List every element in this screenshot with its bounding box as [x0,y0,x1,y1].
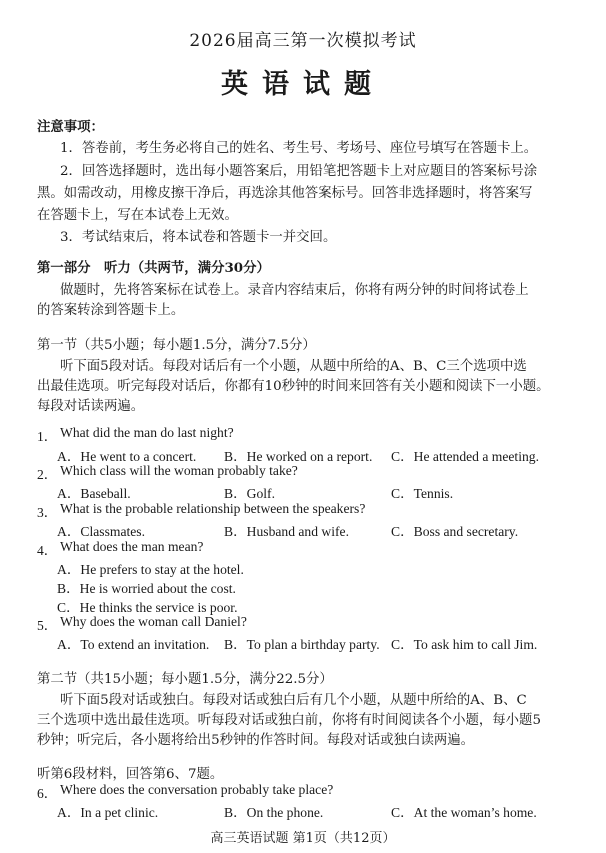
option-c: C．He attended a meeting. [391,449,539,464]
question-number: 2． [37,467,58,482]
option-b: B．To plan a birthday party. [224,637,380,652]
notes-heading: 注意事项： [37,119,104,135]
option-a: A．In a pet clinic. [57,805,159,820]
section1-intro-line-1: 听下面5段对话。每段对话后有一个小题，从题中所给的A、B、C三个选项中选 [60,359,527,374]
question-number: 6． [37,786,58,801]
section1-intro-line-3: 每段对话读两遍。 [37,399,145,414]
question-text: Where does the conversation probably take place? [60,782,334,797]
option-b: B．He worked on a report. [224,449,373,464]
option-a: A．Baseball. [57,486,131,501]
question-number: 4． [37,543,58,558]
option-c: C．To ask him to call Jim. [391,637,538,652]
section2-intro-line-1: 听下面5段对话或独白。每段对话或独白后有几个小题，从题中所给的A、B、C [60,693,527,708]
notes-item-1: 1．答卷前，考生务必将自己的姓名、考生号、考场号、座位号填写在答题卡上。 [60,141,538,156]
option-b: B．Golf. [224,486,275,501]
question-text: Why does the woman call Daniel? [60,614,247,629]
section2-heading: 第二节（共15小题；每小题1.5分，满分22.5分） [37,672,333,687]
option-a: A．He went to a concert. [57,449,197,464]
notes-item-2-line-1: 2．回答选择题时，选出每小题答案后，用铅笔把答题卡上对应题目的答案标号涂 [60,164,538,179]
question-text: What did the man do last night? [60,425,234,440]
question-number: 3． [37,505,58,520]
question-number: 1． [37,429,58,444]
option-c: C．Tennis. [391,486,454,501]
notes-item-2-line-2: 黑。如需改动，用橡皮擦干净后，再选涂其他答案标号。回答非选择题时，将答案写 [37,186,533,201]
page-footer: 高三英语试题 第1页（共12页） [210,831,396,846]
option-c: C．He thinks the service is poor. [57,600,238,615]
section2-intro-line-2: 三个选项中选出最佳选项。听每段对话或独白前，你将有时间阅读各个小题，每小题5 [37,713,541,728]
option-a: A．To extend an invitation. [57,637,210,652]
question-text: What does the man mean? [60,539,204,554]
part1-intro-line-2: 的答案转涂到答题卡上。 [37,303,185,318]
exam-title: 2026届高三第一次模拟考试 [189,31,417,51]
option-c: C．Boss and secretary. [391,524,519,539]
section2-material: 听第6段材料，回答第6、7题。 [37,767,224,782]
section2-intro-line-3: 秒钟；听完后，各小题将给出5秒钟的作答时间。每段对话或独白读两遍。 [37,733,475,748]
subject-title: 英语试题 [221,69,385,100]
part1-intro-line-1: 做题时，先将答案标在试卷上。录音内容结束后，你将有两分钟的时间将试卷上 [60,283,529,298]
question-text: What is the probable relationship between the speakers? [60,501,366,516]
question-text: Which class will the woman probably take? [60,463,298,478]
option-b: B．Husband and wife. [224,524,349,539]
option-b: B．He is worried about the cost. [57,581,236,596]
section1-intro-line-2: 出最佳选项。听完每段对话后，你都有10秒钟的时间来回答有关小题和阅读下一小题。 [37,379,550,394]
option-a: A．Classmates. [57,524,145,539]
part1-heading: 第一部分 听力（共两节，满分30分） [37,260,270,276]
option-a: A．He prefers to stay at the hotel. [57,562,244,577]
section1-heading: 第一节（共5小题；每小题1.5分，满分7.5分） [37,338,316,353]
question-number: 5． [37,618,58,633]
notes-item-3: 3．考试结束后，将本试卷和答题卡一并交回。 [60,230,337,245]
option-c: C．At the woman’s home. [391,805,537,820]
option-b: B．On the phone. [224,805,324,820]
notes-item-2-line-3: 在答题卡上，写在本试卷上无效。 [37,208,238,223]
